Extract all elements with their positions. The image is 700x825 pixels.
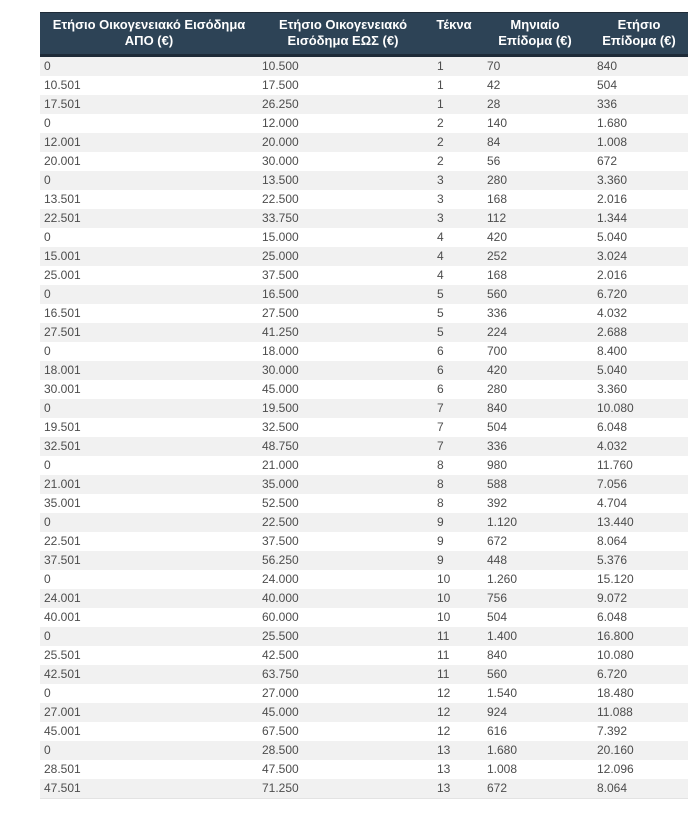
table-cell: 21.001 <box>44 477 81 491</box>
table-cell: 392 <box>487 496 508 510</box>
table-row <box>40 171 688 190</box>
table-cell: 6 <box>437 382 444 396</box>
table-cell: 420 <box>487 363 508 377</box>
table-cell: 1.540 <box>487 686 518 700</box>
table-cell: 35.001 <box>44 496 81 510</box>
table-cell: 2.016 <box>597 268 628 282</box>
table-cell: 11 <box>437 667 450 681</box>
table-cell: 8 <box>437 458 444 472</box>
table-cell: 17.500 <box>262 78 299 92</box>
table-row <box>40 56 688 77</box>
table-cell: 48.750 <box>262 439 299 453</box>
table-cell: 40.000 <box>262 591 299 605</box>
table-cell: 5 <box>437 325 444 339</box>
table-cell: 10 <box>437 572 451 586</box>
table-row <box>40 114 688 133</box>
table-cell: 672 <box>480 779 590 799</box>
table-cell: 336 <box>487 439 508 453</box>
table-cell: 11 <box>437 629 450 643</box>
table-cell: 12 <box>437 724 451 738</box>
table-cell: 1.008 <box>487 762 518 776</box>
table-cell: 504 <box>487 420 508 434</box>
table-cell: 4.032 <box>597 439 628 453</box>
table-row <box>40 513 688 532</box>
table-cell: 10 <box>437 591 451 605</box>
table-cell: 0 <box>44 572 51 586</box>
table-cell: 26.250 <box>262 97 299 111</box>
table-row <box>40 741 688 760</box>
column-header-income-to: Ετήσιο Οικογενειακό Εισόδημα ΕΩΣ (€) <box>258 13 428 56</box>
table-cell: 11.760 <box>597 458 633 472</box>
table-cell: 37.500 <box>262 268 299 282</box>
table-cell: 4 <box>437 249 444 263</box>
table-cell: 280 <box>487 382 508 396</box>
table-cell: 588 <box>487 477 508 491</box>
table-cell: 84 <box>487 135 501 149</box>
table-cell: 10 <box>437 610 451 624</box>
table-cell: 25.001 <box>44 268 81 282</box>
table-cell: 16.501 <box>44 306 81 320</box>
table-cell: 12 <box>437 705 451 719</box>
table-cell: 25.000 <box>262 249 299 263</box>
table-row <box>40 722 688 741</box>
table-row <box>40 323 688 342</box>
table-row <box>40 380 688 399</box>
table-cell: 47.500 <box>262 762 299 776</box>
table-cell: 8 <box>437 496 444 510</box>
table-row <box>40 361 688 380</box>
table-row <box>40 627 688 646</box>
table-cell: 16.500 <box>262 287 299 301</box>
table-cell: 2 <box>437 116 444 130</box>
table-row <box>40 228 688 247</box>
table-row <box>40 342 688 361</box>
table-cell: 42.500 <box>262 648 299 662</box>
table-cell: 12.000 <box>262 116 299 130</box>
table-cell: 28.501 <box>44 762 81 776</box>
table-cell: 756 <box>487 591 508 605</box>
table-cell: 5.040 <box>597 363 628 377</box>
table-cell: 1.680 <box>597 116 628 130</box>
table-cell: 3 <box>437 192 444 206</box>
table-cell: 560 <box>487 287 508 301</box>
table-cell: 41.250 <box>262 325 299 339</box>
table-cell: 8.064 <box>597 534 628 548</box>
column-header-children: Τέκνα <box>428 13 480 56</box>
table-cell: 5 <box>437 306 444 320</box>
table-cell: 22.500 <box>262 515 299 529</box>
table-cell: 2.016 <box>597 192 628 206</box>
table-row <box>40 684 688 703</box>
table-cell: 37.501 <box>44 553 81 567</box>
table-cell: 9.072 <box>597 591 628 605</box>
table-cell: 25.500 <box>262 629 299 643</box>
table-cell: 0 <box>44 743 51 757</box>
table-cell: 10.501 <box>44 78 81 92</box>
table-row <box>40 475 688 494</box>
table-cell: 20.001 <box>44 154 81 168</box>
table-cell: 11.088 <box>597 705 633 719</box>
table-cell: 0 <box>44 458 51 472</box>
table-cell: 18.001 <box>44 363 81 377</box>
table-cell: 1 <box>437 78 444 92</box>
table-cell: 7 <box>437 401 444 415</box>
table-cell: 56.250 <box>262 553 299 567</box>
table-cell: 6.048 <box>597 420 628 434</box>
table-cell: 70 <box>487 59 501 73</box>
table-cell: 71.250 <box>258 779 428 799</box>
table-cell: 27.500 <box>262 306 299 320</box>
table-row <box>40 190 688 209</box>
table-cell: 13.500 <box>262 173 299 187</box>
table-cell: 336 <box>487 306 508 320</box>
table-cell: 3 <box>437 211 444 225</box>
table-cell: 6.720 <box>597 667 628 681</box>
table-cell: 18.480 <box>597 686 634 700</box>
table-cell: 336 <box>597 97 618 111</box>
table-row <box>40 646 688 665</box>
table-cell: 0 <box>44 230 51 244</box>
table-cell: 5.040 <box>597 230 628 244</box>
table-cell: 1 <box>437 59 444 73</box>
table-cell: 60.000 <box>262 610 299 624</box>
table-row <box>40 247 688 266</box>
table-cell: 10.080 <box>597 648 634 662</box>
table-cell: 10.080 <box>597 401 634 415</box>
table-cell: 24.000 <box>262 572 299 586</box>
table-cell: 0 <box>44 287 51 301</box>
benefits-table-container <box>40 12 688 799</box>
table-cell: 21.000 <box>262 458 299 472</box>
table-row <box>40 703 688 722</box>
table-cell: 448 <box>487 553 508 567</box>
table-cell: 0 <box>44 173 51 187</box>
table-cell: 16.800 <box>597 629 634 643</box>
table-cell: 15.000 <box>262 230 299 244</box>
table-cell: 18.000 <box>262 344 299 358</box>
table-cell: 45.000 <box>262 382 299 396</box>
table-cell: 22.501 <box>44 534 81 548</box>
table-cell: 28.500 <box>262 743 299 757</box>
column-header-monthly-benefit: Μηνιαίο Επίδομα (€) <box>480 13 590 56</box>
table-cell: 924 <box>487 705 508 719</box>
table-cell: 30.001 <box>44 382 81 396</box>
table-cell: 840 <box>487 401 508 415</box>
table-cell: 4.704 <box>597 496 628 510</box>
table-cell: 7 <box>437 439 444 453</box>
table-cell: 13.501 <box>44 192 81 206</box>
table-row <box>40 76 688 95</box>
table-cell: 252 <box>487 249 508 263</box>
table-row <box>40 494 688 513</box>
table-cell: 9 <box>437 515 444 529</box>
table-cell: 7.056 <box>597 477 628 491</box>
table-cell: 4.032 <box>597 306 628 320</box>
table-cell: 1.008 <box>597 135 628 149</box>
table-cell: 980 <box>487 458 508 472</box>
table-cell: 672 <box>487 534 508 548</box>
table-row <box>40 532 688 551</box>
table-cell: 12 <box>437 686 451 700</box>
table-cell: 0 <box>44 59 51 73</box>
table-cell: 420 <box>487 230 508 244</box>
table-cell: 168 <box>487 192 508 206</box>
table-cell: 22.500 <box>262 192 299 206</box>
table-cell: 52.500 <box>262 496 299 510</box>
table-row <box>40 285 688 304</box>
table-row <box>40 608 688 627</box>
table-cell: 15.001 <box>44 249 81 263</box>
table-row <box>40 266 688 285</box>
table-cell: 1.120 <box>487 515 518 529</box>
table-row <box>40 760 688 779</box>
table-cell: 1 <box>437 97 444 111</box>
table-row <box>40 665 688 684</box>
table-row <box>40 304 688 323</box>
table-cell: 22.501 <box>44 211 81 225</box>
table-cell: 1.260 <box>487 572 518 586</box>
table-cell: 30.000 <box>262 363 299 377</box>
table-cell: 19.500 <box>262 401 299 415</box>
table-cell: 17.501 <box>44 97 81 111</box>
table-cell: 6.048 <box>597 610 628 624</box>
table-cell: 1.344 <box>597 211 628 225</box>
table-cell: 1.400 <box>487 629 518 643</box>
table-cell: 840 <box>487 648 508 662</box>
table-cell: 504 <box>597 78 618 92</box>
table-row <box>40 418 688 437</box>
table-cell: 12.096 <box>597 762 634 776</box>
table-cell: 616 <box>487 724 508 738</box>
table-cell: 20.160 <box>597 743 634 757</box>
child-benefit-table <box>40 12 688 799</box>
table-cell: 47.501 <box>40 779 258 799</box>
table-cell: 32.500 <box>262 420 299 434</box>
table-cell: 6 <box>437 344 444 358</box>
table-cell: 280 <box>487 173 508 187</box>
table-cell: 1.680 <box>487 743 518 757</box>
table-row <box>40 551 688 570</box>
table-cell: 0 <box>44 515 51 529</box>
column-header-annual-benefit: Ετήσιο Επίδομα (€) <box>590 13 688 56</box>
table-cell: 24.001 <box>44 591 81 605</box>
table-cell: 840 <box>597 59 618 73</box>
table-cell: 6 <box>437 363 444 377</box>
table-cell: 56 <box>487 154 501 168</box>
table-cell: 8 <box>437 477 444 491</box>
table-cell: 45.000 <box>262 705 299 719</box>
table-header-row <box>40 13 688 56</box>
table-cell: 63.750 <box>262 667 299 681</box>
table-cell: 0 <box>44 629 51 643</box>
table-cell: 0 <box>44 401 51 415</box>
table-cell: 0 <box>44 116 51 130</box>
table-cell: 13 <box>428 779 480 799</box>
table-cell: 12.001 <box>44 135 81 149</box>
table-cell: 504 <box>487 610 508 624</box>
table-cell: 3.024 <box>597 249 628 263</box>
table-cell: 5 <box>437 287 444 301</box>
table-cell: 37.500 <box>262 534 299 548</box>
table-cell: 140 <box>487 116 508 130</box>
table-cell: 45.001 <box>44 724 81 738</box>
table-cell: 168 <box>487 268 508 282</box>
table-cell: 27.000 <box>262 686 299 700</box>
table-cell: 0 <box>44 344 51 358</box>
table-cell: 0 <box>44 686 51 700</box>
table-cell: 7.392 <box>597 724 628 738</box>
table-cell: 2 <box>437 154 444 168</box>
table-row <box>40 209 688 228</box>
table-cell: 30.000 <box>262 154 299 168</box>
table-cell: 15.120 <box>597 572 634 586</box>
table-cell: 42.501 <box>44 667 81 681</box>
table-cell: 224 <box>487 325 508 339</box>
table-cell: 3.360 <box>597 382 628 396</box>
table-cell: 5.376 <box>597 553 628 567</box>
table-header <box>40 13 688 56</box>
table-cell: 672 <box>597 154 618 168</box>
table-cell: 27.001 <box>44 705 81 719</box>
table-cell: 8.400 <box>597 344 628 358</box>
table-row <box>40 95 688 114</box>
table-cell: 27.501 <box>44 325 81 339</box>
table-cell: 32.501 <box>44 439 81 453</box>
table-cell: 2.688 <box>597 325 628 339</box>
table-cell: 3.360 <box>597 173 628 187</box>
table-cell: 4 <box>437 230 444 244</box>
table-body <box>40 56 688 799</box>
table-cell: 10.500 <box>262 59 299 73</box>
table-row <box>40 570 688 589</box>
table-cell: 13 <box>437 762 451 776</box>
table-cell: 3 <box>437 173 444 187</box>
table-cell: 112 <box>487 211 507 225</box>
table-cell: 33.750 <box>262 211 299 225</box>
table-cell: 4 <box>437 268 444 282</box>
table-row <box>40 133 688 152</box>
table-cell: 8.064 <box>590 779 688 799</box>
table-cell: 40.001 <box>44 610 81 624</box>
table-cell: 13 <box>437 743 451 757</box>
table-row <box>40 399 688 418</box>
column-header-income-from: Ετήσιο Οικογενειακό Εισόδημα ΑΠΟ (€) <box>40 13 258 56</box>
table-cell: 11 <box>437 648 450 662</box>
table-cell: 67.500 <box>262 724 299 738</box>
table-cell: 6.720 <box>597 287 628 301</box>
table-row <box>40 152 688 171</box>
table-cell: 28 <box>487 97 501 111</box>
table-cell: 560 <box>487 667 508 681</box>
table-cell: 25.501 <box>44 648 81 662</box>
table-cell: 9 <box>437 534 444 548</box>
table-cell: 7 <box>437 420 444 434</box>
table-row <box>40 779 688 799</box>
table-cell: 42 <box>487 78 501 92</box>
table-cell: 13.440 <box>597 515 634 529</box>
table-cell: 2 <box>437 135 444 149</box>
table-cell: 700 <box>487 344 508 358</box>
table-row <box>40 437 688 456</box>
table-cell: 19.501 <box>44 420 81 434</box>
table-row <box>40 589 688 608</box>
table-cell: 9 <box>437 553 444 567</box>
table-cell: 35.000 <box>262 477 299 491</box>
table-row <box>40 456 688 475</box>
table-cell: 20.000 <box>262 135 299 149</box>
